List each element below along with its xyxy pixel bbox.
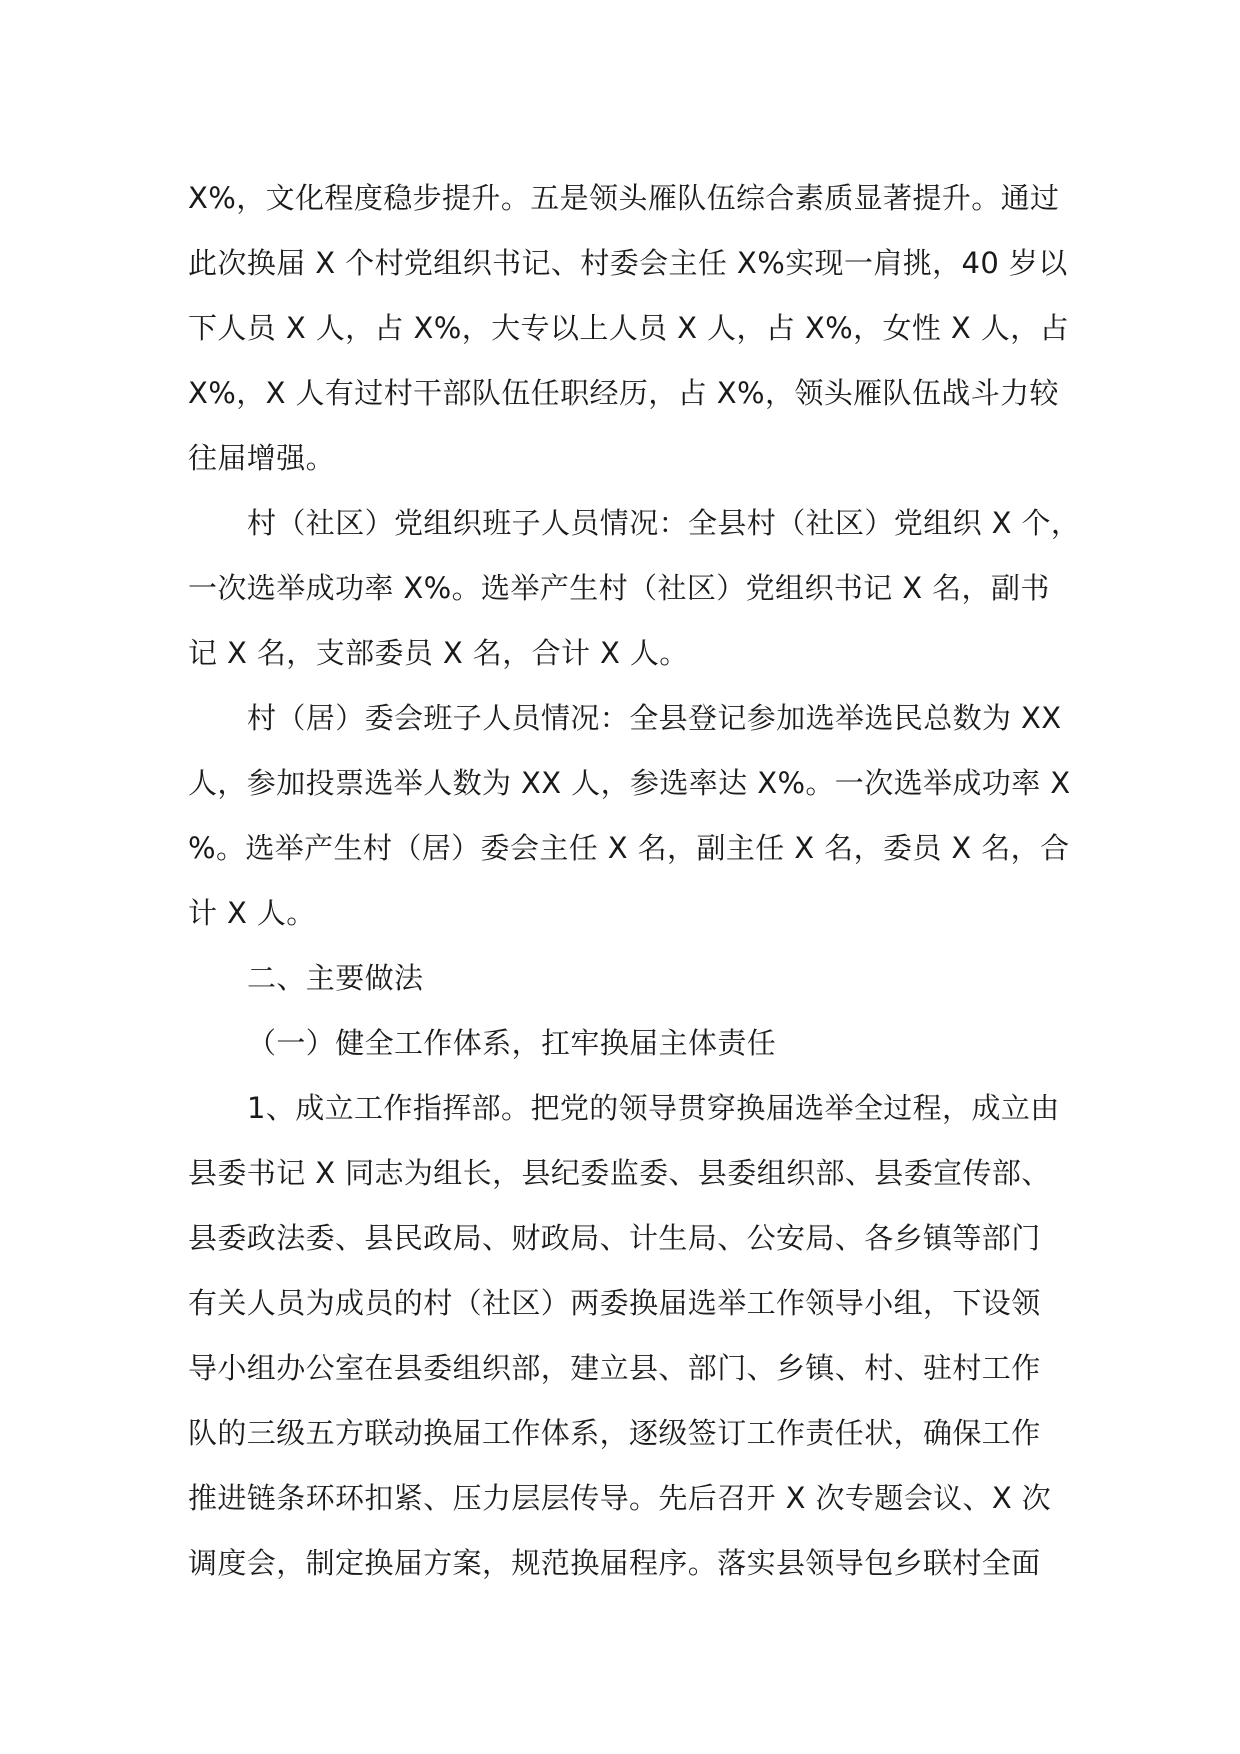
paragraph-first-line: 1、成立工作指挥部。把党的领导贯穿换届选举全过程，成立由 <box>247 1091 1060 1125</box>
text-line: 一次选举成功率 X%。选举产生村（社区）党组织书记 X 名，副书 <box>188 571 1050 605</box>
text-line: 记 X 名，支部委员 X 名，合计 X 人。 <box>188 636 689 670</box>
paragraph-first-line: 村（社区）党组织班子人员情况：全县村（社区）党组织 X 个， <box>247 506 1081 540</box>
text-line: 导小组办公室在县委组织部，建立县、部门、乡镇、村、驻村工作 <box>188 1351 1041 1385</box>
text-line: 计 X 人。 <box>188 896 316 930</box>
text-line: 县委书记 X 同志为组长，县纪委监委、县委组织部、县委宣传部、 <box>188 1156 1051 1190</box>
text-line: 有关人员为成员的村（社区）两委换届选举工作领导小组，下设领 <box>188 1286 1041 1320</box>
document-body <box>188 166 1088 1596</box>
text-line: 调度会，制定换届方案，规范换届程序。落实县领导包乡联村全面 <box>188 1546 1041 1580</box>
text-line: 县委政法委、县民政局、财政局、计生局、公安局、各乡镇等部门 <box>188 1221 1041 1255</box>
text-line: X%，文化程度稳步提升。五是领头雁队伍综合素质显著提升。通过 <box>188 181 1060 215</box>
text-line: 推进链条环环扣紧、压力层层传导。先后召开 X 次专题会议、X 次 <box>188 1481 1052 1515</box>
text-line: 下人员 X 人，占 X%，大专以上人员 X 人，占 X%，女性 X 人，占 <box>188 311 1069 345</box>
text-line: X%，X 人有过村干部队伍任职经历，占 X%，领头雁队伍战斗力较 <box>188 376 1059 410</box>
subsection-heading: （一）健全工作体系，扛牢换届主体责任 <box>247 1026 777 1060</box>
section-heading: 二、主要做法 <box>247 961 424 995</box>
text-line: 往届增强。 <box>188 441 336 475</box>
text-line: 此次换届 X 个村党组织书记、村委会主任 X%实现一肩挑，40 岁以 <box>188 246 1068 280</box>
text-line: 队的三级五方联动换届工作体系，逐级签订工作责任状，确保工作 <box>188 1416 1041 1450</box>
text-line: %。选举产生村（居）委会主任 X 名，副主任 X 名，委员 X 名，合 <box>188 831 1070 865</box>
text-line: 人，参加投票选举人数为 XX 人，参选率达 X%。一次选举成功率 X <box>188 766 1071 800</box>
paragraph-first-line: 村（居）委会班子人员情况：全县登记参加选举选民总数为 XX <box>247 701 1062 735</box>
